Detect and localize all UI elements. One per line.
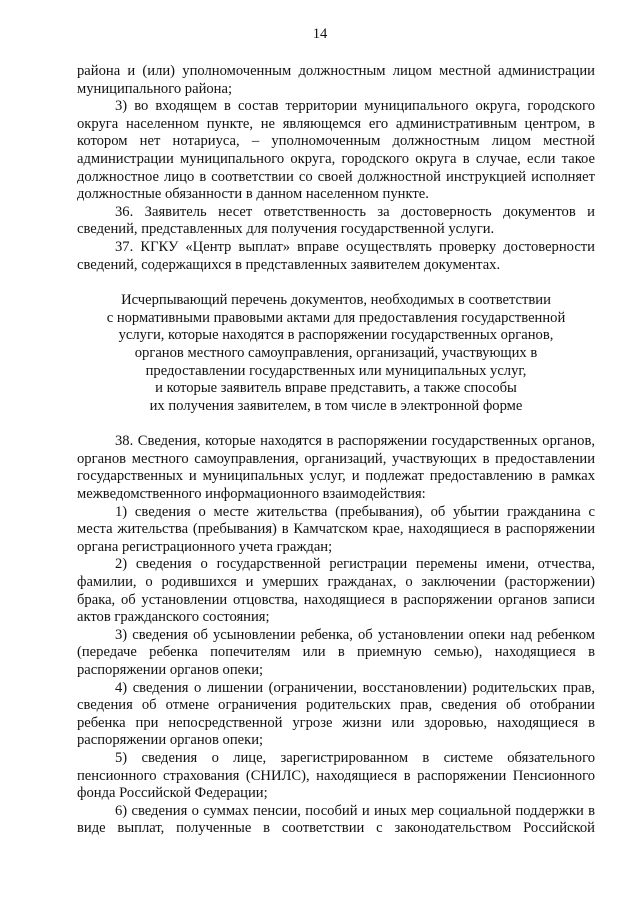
list-item: 5) сведения о лице, зарегистрированном в системе обязательного пенсионного страхования (СНИЛС), находящиеся в распоряжении Пенсионного фонда Российской Федерации;: [77, 749, 595, 802]
paragraph: 38. Сведения, которые находятся в распоряжении государственных органов, органов местного самоуправления, организаций, участвующих в предоставлении государственных и муниципальных услуг, и подлежат предоставлению в рамках межведомственного информационного взаимодействия:: [77, 433, 595, 503]
paragraph: 36. Заявитель несет ответственность за достоверность документов и сведений, представленных для получения государственной услуги.: [77, 203, 595, 238]
heading-line: органов местного самоуправления, организаций, участвующих в: [134, 344, 538, 361]
page-number: 14: [312, 26, 328, 42]
list-item: 2) сведения о государственной регистрации перемены имени, отчества, фамилии, о родившихся и умерших гражданах, о заключении (расторжении) брака, об установлении отцовства, находящиеся в распоряжении органов записи актов гражданского состояния;: [77, 556, 595, 626]
paragraph: 37. КГКУ «Центр выплат» вправе осуществлять проверку достоверности сведений, содержащихся в представленных заявителем документах.: [77, 238, 595, 273]
heading-line: с нормативными правовыми актами для предоставления государственной: [106, 309, 566, 326]
heading-line: и которые заявитель вправе представить, а также способы: [155, 380, 517, 397]
list-item: 3) сведения об усыновлении ребенка, об установлении опеки над ребенком (передаче ребенка попечителям или в приемную семью), находящиеся в распоряжении органов опеки;: [77, 626, 595, 678]
section-heading: [77, 292, 595, 415]
heading-line: Исчерпывающий перечень документов, необходимых в соответствии: [121, 292, 551, 309]
document-body: [77, 63, 595, 838]
list-item: 6) сведения о суммах пенсии, пособий и иных мер социальной поддержки в виде выплат, полученные в соответствии с законодательством Российской: [77, 802, 595, 837]
paragraph: 3) во входящем в состав территории муниципального округа, городского округа населенном пункте, не являющемся его административным центром, в котором нет нотариуса, – уполномоченным должностным лицом местной администрации муниципального округа, городского округа в случае, если такое должностное лицо в соответствии со своей должностной инструкцией исполняет должностные обязанности в данном населенном пункте.: [77, 98, 595, 203]
list-item: 4) сведения о лишении (ограничении, восстановлении) родительских прав, сведения об отмене ограничения родительских прав, сведения об отобрании ребенка при непосредственной угрозе жизни или здоровью, находящиеся в распоряжении органов опеки;: [77, 679, 595, 749]
heading-line: их получения заявителем, в том числе в электронной форме: [149, 397, 523, 414]
heading-line: предоставлении государственных или муниципальных услуг,: [145, 362, 527, 379]
list-item: 1) сведения о месте жительства (пребывания), об убытии гражданина с места жительства (пребывания) в Камчатском крае, находящиеся в распоряжении органа регистрационного учета граждан;: [77, 503, 595, 555]
heading-line: услуги, которые находятся в распоряжении государственных органов,: [118, 327, 554, 344]
paragraph: района и (или) уполномоченным должностным лицом местной администрации муниципального района;: [77, 63, 595, 97]
